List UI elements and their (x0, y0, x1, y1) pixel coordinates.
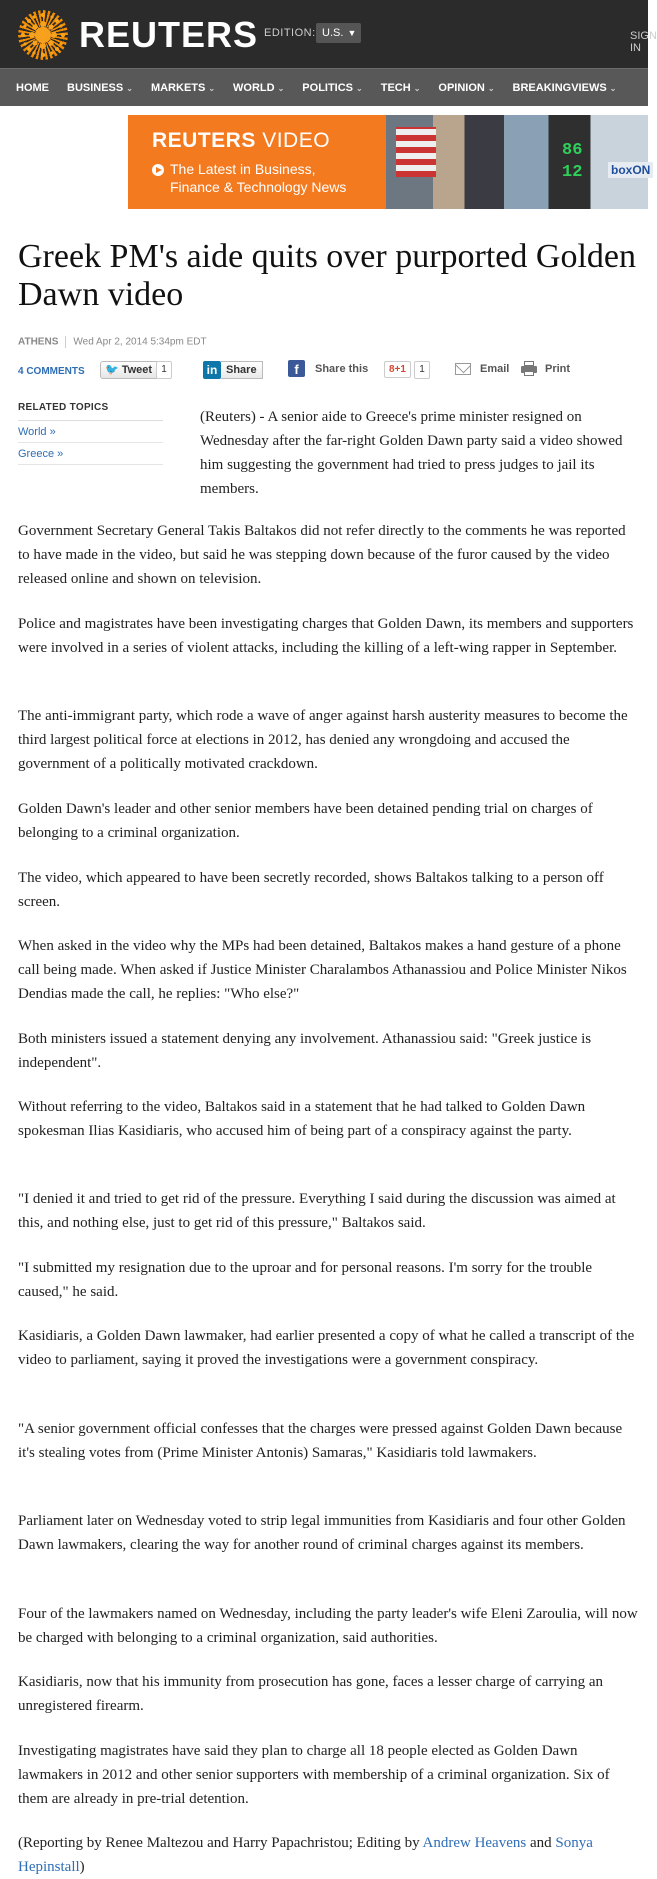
print-link[interactable]: Print (545, 363, 571, 375)
print-icon[interactable] (521, 361, 537, 376)
banner-tagline-2: Finance & Technology News (170, 179, 347, 195)
article-paragraph: Government Secretary General Takis Baltakos did not refer directly to the comments he was reported to have made in the video, but said he was stepping down because of the furor caused by the video released online and shown on television. (18, 523, 626, 587)
collage-label: boxON (608, 162, 653, 178)
banner-photo-collage (386, 115, 651, 209)
chevron-down-icon: ⌄ (487, 83, 495, 93)
article-headline: Greek PM's aide quits over purported Golden Dawn video (18, 238, 636, 313)
nav-item-business[interactable]: BUSINESS ⌄ (67, 81, 133, 94)
chevron-down-icon: ⌄ (356, 83, 363, 93)
play-icon (152, 164, 164, 176)
reuters-logo-text[interactable]: REUTERS (79, 14, 259, 55)
chevron-down-icon: ⌄ (609, 83, 617, 93)
facebook-share-link[interactable]: Share this (315, 363, 369, 375)
dateline-date: Wed Apr 2, 2014 5:34pm EDT (73, 336, 207, 348)
related-topic-greece[interactable]: Greece » (18, 443, 163, 465)
banner-title: REUTERS VIDEO (152, 129, 331, 152)
related-topics-heading: RELATED TOPICS (18, 402, 163, 421)
comments-link[interactable]: 4 COMMENTS (18, 366, 85, 377)
email-icon[interactable] (455, 363, 471, 375)
article-paragraph: Without referring to the video, Baltakos said in a statement that he had talked to Golden Dawn spokesman Ilias Kasidiaris, who accused him of being part of a conspiracy against the party. (18, 1099, 586, 1139)
nav-item-tech[interactable]: TECH ⌄ (380, 81, 421, 94)
banner-tagline-1: The Latest in Business, (170, 161, 316, 177)
google-plus-count: 1 (414, 361, 430, 379)
editor-link[interactable]: Andrew Heavens (422, 1835, 527, 1851)
article-paragraph: Kasidiaris, now that his immunity from prosecution has gone, faces a lesser charge of carrying an unregistered firearm. (18, 1674, 603, 1714)
ticker-number: 86 (562, 141, 583, 160)
article-paragraph: Parliament later on Wednesday voted to strip legal immunities from Kasidiaris and four other Golden Dawn lawmakers, clearing the way for another round of criminal charges against its members. (18, 1513, 626, 1553)
tweet-button[interactable]: 🐦 Tweet (100, 361, 159, 379)
reuters-video-banner[interactable] (128, 115, 651, 209)
ticker-number: 12 (562, 163, 583, 182)
linkedin-share-button[interactable]: Share (221, 361, 263, 379)
chevron-down-icon: ⌄ (413, 83, 421, 93)
chevron-down-icon: ▼ (347, 28, 357, 38)
article-paragraph: Investigating magistrates have said they plan to charge all 18 people elected as Golden Dawn lawmakers in 2012 and other senior supporters with membership of a criminal organization. Six of them are already in pre-trial detention. (18, 1743, 610, 1807)
article-paragraph: Four of the lawmakers named on Wednesday, including the party leader's wife Eleni Zaroulia, will now be charged with belonging to a criminal organization, said authorities. (18, 1606, 638, 1646)
reuters-logo-dots-icon (18, 10, 68, 60)
chevron-down-icon: ⌄ (126, 83, 133, 93)
dateline-place: ATHENS (18, 336, 59, 348)
sign-in-link[interactable]: SIGN IN (630, 30, 657, 54)
article-credit: (Reporting by Renee Maltezou and Harry Papachristou; Editing by Andrew Heavens and Sonya Hepinstall) (18, 1835, 593, 1875)
article-paragraph: "I denied it and tried to get rid of the pressure. Everything I said during the discussion was aimed at this, and nothing else, just to get rid of this pressure," Baltakos said. (18, 1191, 616, 1231)
article-paragraph: The anti-immigrant party, which rode a wave of anger against harsh austerity measures to become the third largest political force at elections in 2012, has denied any wrongdoing and accused the government of a politically motivated crackdown. (18, 708, 628, 772)
article-paragraph: Kasidiaris, a Golden Dawn lawmaker, had earlier presented a copy of what he called a transcript of the video to parliament, saying it proved the investigations were a government conspiracy. (18, 1328, 635, 1368)
article-paragraph: Both ministers issued a statement denying any involvement. Athanassiou said: "Greek justice is independent". (18, 1031, 592, 1071)
flag-image (396, 127, 436, 177)
share-toolbar (18, 359, 638, 381)
editor-link[interactable]: Sonya Hepinstall (18, 1835, 593, 1875)
facebook-icon[interactable]: f (288, 360, 305, 377)
edition-select[interactable] (316, 23, 361, 43)
nav-item-home[interactable]: HOME (16, 81, 49, 94)
dateline (18, 336, 207, 348)
nav-item-breakingviews[interactable]: BREAKINGVIEWS ⌄ (512, 81, 617, 94)
email-link[interactable]: Email (480, 363, 510, 375)
edition-label: EDITION: (264, 27, 316, 39)
twitter-bird-icon: 🐦 (105, 364, 119, 376)
article-paragraph: Police and magistrates have been investigating charges that Golden Dawn, its members and supporters were involved in a series of violent attacks, including the killing of a left-wing rapper in September. (18, 616, 634, 656)
edition-value: U.S. (322, 27, 344, 39)
chevron-down-icon: ⌄ (208, 83, 216, 93)
article-paragraph: "A senior government official confesses that the charges were pressed against Golden Dawn because it's stealing votes from (Prime Minister Antonis) Samaras," Kasidiaris told lawmakers. (18, 1421, 623, 1461)
nav-item-politics[interactable]: POLITICS ⌄ (302, 81, 363, 94)
related-topic-world[interactable]: World » (18, 421, 163, 443)
main-nav (0, 68, 648, 106)
linkedin-icon[interactable]: in (203, 361, 221, 379)
article-lead-paragraph: (Reuters) - A senior aide to Greece's prime minister resigned on Wednesday after the far-right Golden Dawn party said a video showed him suggesting the government had tried to press judges to jail its members. (200, 409, 623, 497)
tweet-count: 1 (156, 361, 172, 379)
nav-item-markets[interactable]: MARKETS ⌄ (150, 81, 216, 94)
nav-item-world[interactable]: WORLD ⌄ (233, 81, 285, 94)
nav-item-opinion[interactable]: OPINION ⌄ (438, 81, 495, 94)
article-paragraph: Golden Dawn's leader and other senior members have been detained pending trial on charges of belonging to a criminal organization. (18, 801, 593, 841)
article-paragraph: "I submitted my resignation due to the uproar and for personal reasons. I'm sorry for the trouble caused," he said. (18, 1260, 593, 1300)
article-paragraph: When asked in the video why the MPs had been detained, Baltakos makes a hand gesture of a phone call being made. When asked if Justice Minister Charalambos Athanassiou and Police Minister Nikos Dendias made the call, he replies: "Who else?" (18, 938, 627, 1002)
chevron-down-icon: ⌄ (277, 83, 285, 93)
related-topics (18, 402, 163, 465)
article-paragraph: The video, which appeared to have been secretly recorded, shows Baltakos talking to a person off screen. (18, 870, 604, 910)
top-bar (0, 0, 657, 68)
google-plus-button[interactable]: 8+1 (384, 361, 411, 378)
